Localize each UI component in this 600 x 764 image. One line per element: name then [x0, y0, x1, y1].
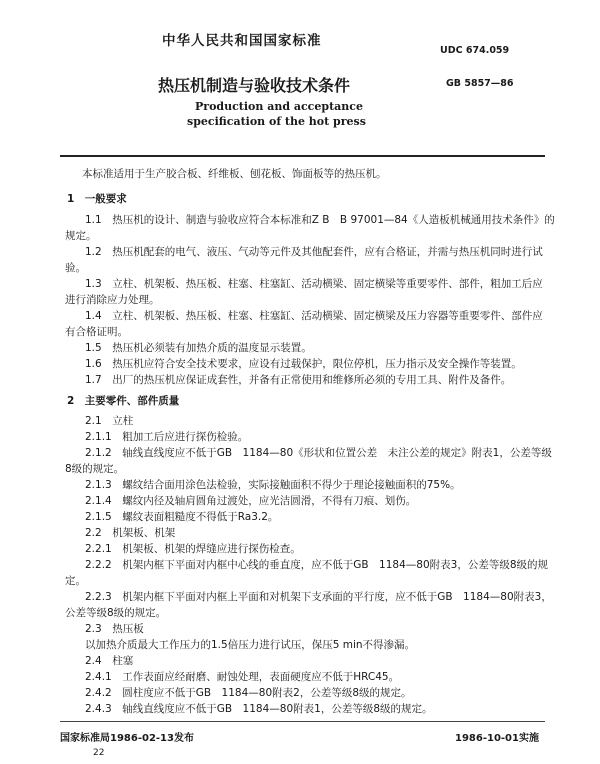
clause-2-1-5: 2.1.5 螺纹表面粗糙度不得低于Ra3.2。	[85, 511, 279, 523]
clause-1-1: 1.1 热压机的设计、制造与验收应符合本标准和Z B B 97001—84《人造板机械通用技术条件》的	[85, 214, 555, 226]
clause-2-3-text: 以加热介质最大工作压力的1.5倍压力进行试压，保压5 min不得渗漏。	[85, 639, 416, 651]
clause-1-2-cont: 验。	[65, 262, 86, 274]
section-2-heading: 2 主要零件、部件质量	[67, 395, 180, 407]
clause-1-1-cont: 规定。	[65, 230, 97, 242]
scope-paragraph: 本标准适用于生产胶合板、纤维板、刨花板、饰面板等的热压机。	[82, 168, 387, 180]
clause-2-2: 2.2 机架板、机架	[85, 527, 176, 539]
clause-1-4: 1.4 立柱、机架板、热压板、柱塞、柱塞缸、活动横梁、固定横梁及压力容器等重要零件、部件应	[85, 310, 543, 322]
clause-1-3: 1.3 立柱、机架板、热压板、柱塞、柱塞缸、活动横梁、固定横梁等重要零件、部件，粗加工后应	[85, 278, 543, 290]
section-1-heading: 1 一般要求	[67, 193, 127, 205]
clause-2-2-3-cont: 公差等级8级的规定。	[65, 607, 167, 619]
clause-2-4-1: 2.4.1 工作表面应经耐磨、耐蚀处理，表面硬度应不低于HRC45。	[85, 671, 400, 683]
english-title-line-1: Production and acceptance	[195, 100, 363, 113]
clause-2-2-2: 2.2.2 机架内框下平面对内框中心线的垂直度，应不低于GB 1184—80附表3，公差等级8级的规	[85, 559, 548, 571]
udc-code: UDC 674.059	[440, 45, 510, 56]
clause-2-3: 2.3 热压板	[85, 623, 144, 635]
clause-2-1-2: 2.1.2 轴线直线度应不低于GB 1184—80《形状和位置公差 未注公差的规定》附表1，公差等级	[85, 447, 552, 459]
clause-1-5: 1.5 热压机必须装有加热介质的温度显示装置。	[85, 342, 312, 354]
clause-1-3-cont: 进行消除应力处理。	[65, 294, 160, 306]
clause-2-4-3: 2.4.3 轴线直线度应不低于GB 1184—80附表1，公差等级8级的规定。	[85, 703, 433, 715]
clause-2-1-4: 2.1.4 螺纹内径及轴肩圆角过渡处，应光洁圆滑，不得有刀痕、划伤。	[85, 495, 417, 507]
clause-2-1: 2.1 立柱	[85, 415, 134, 427]
clause-1-4-cont: 有合格证明。	[65, 326, 128, 338]
issuing-body: 中华人民共和国国家标准	[162, 33, 322, 49]
footer-divider	[60, 721, 545, 722]
clause-1-7: 1.7 出厂的热压机应保证成套性，并备有正常使用和维修所必须的专用工具、附件及备件。	[85, 374, 512, 386]
header-divider	[60, 155, 545, 157]
clause-2-1-2-cont: 8级的规定。	[65, 463, 125, 475]
english-title-line-2: specification of the hot press	[187, 115, 366, 128]
clause-1-6: 1.6 热压机应符合安全技术要求，应设有过载保护，限位停机，压力指示及安全操作等装置。	[85, 358, 522, 370]
clause-2-2-3: 2.2.3 机架内框下平面对内框上平面和对机架下支承面的平行度，应不低于GB 1184—80附表3，	[85, 591, 552, 603]
clause-2-4-2: 2.4.2 圆柱度应不低于GB 1184—80附表2，公差等级8级的规定。	[85, 687, 412, 699]
clause-1-2: 1.2 热压机配套的电气、液压、气动等元件及其他配套件，应有合格证，并需与热压机同时进行试	[85, 246, 543, 258]
clause-2-4: 2.4 柱塞	[85, 655, 134, 667]
document-title: 热压机制造与验收技术条件	[158, 76, 351, 95]
effective-date: 1986-10-01实施	[455, 733, 539, 744]
clause-2-2-2-cont: 定。	[65, 575, 86, 587]
clause-2-1-1: 2.1.1 粗加工后应进行探伤检验。	[85, 431, 249, 443]
page-number: 22	[93, 748, 105, 758]
clause-2-2-1: 2.2.1 机架板、机架的焊缝应进行探伤检查。	[85, 543, 301, 555]
standard-number: GB 5857—86	[446, 78, 514, 89]
clause-2-1-3: 2.1.3 螺纹结合面用涂色法检验，实际接触面积不得少于理论接触面积的75%。	[85, 479, 461, 491]
issue-date: 国家标准局1986-02-13发布	[60, 733, 194, 744]
